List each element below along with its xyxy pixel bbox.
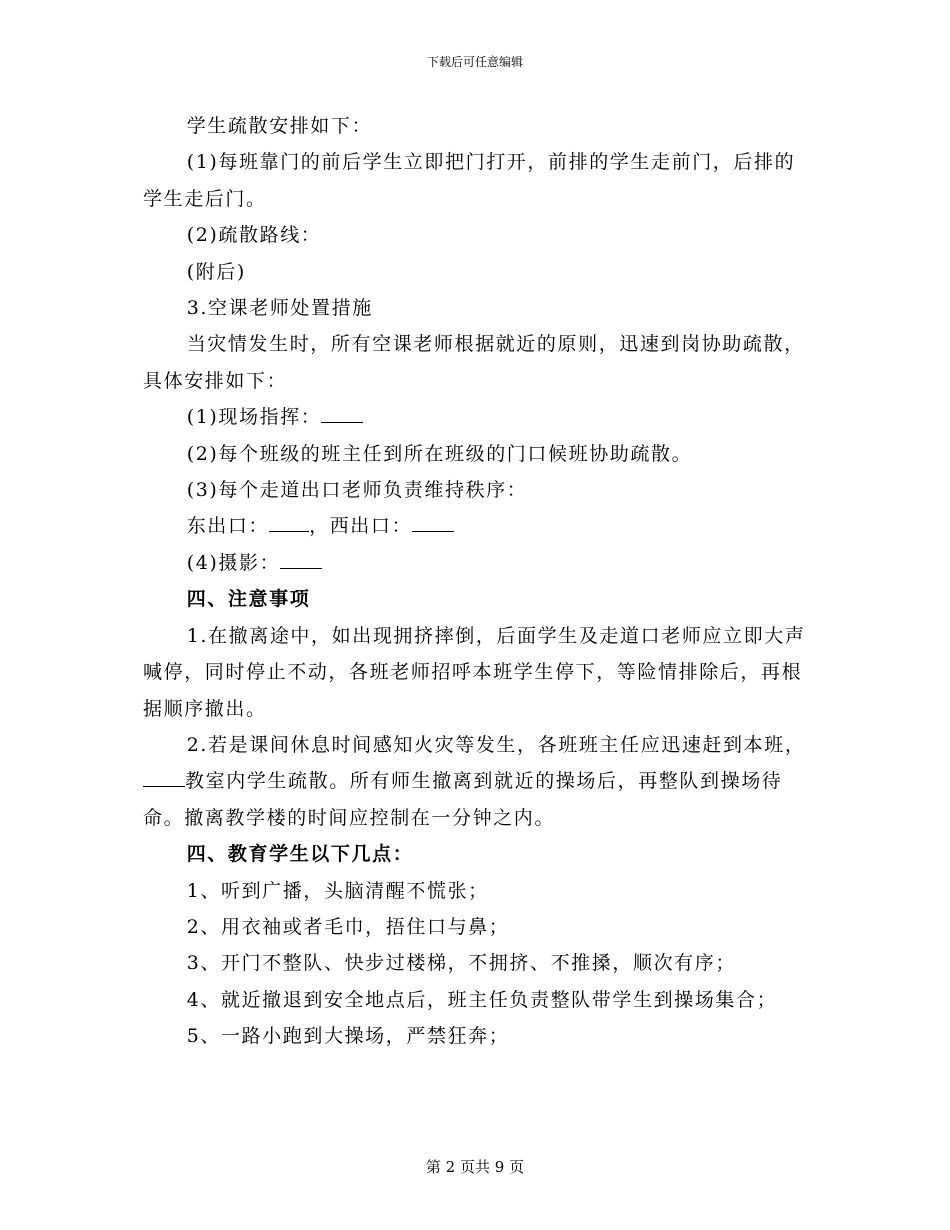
document-body	[143, 108, 807, 1055]
field-commander-label: (1)现场指挥：	[186, 406, 322, 429]
west-exit-label: ，西出口：	[309, 515, 413, 538]
section-heading-precautions: 四、注意事项	[186, 588, 311, 611]
paragraph-door-rule: (1)每班靠门的前后学生立即把门打开，前排的学生走前门，后排的学生走后门。	[143, 151, 796, 210]
precaution-2-part-b: 教室内学生疏散。所有师生撤离到就近的操场后，再整队到操场待命。撤离教学楼的时间应控制在一分钟之内。	[143, 770, 783, 829]
list-item: 1、听到广播，头脑清醒不慌张；	[186, 879, 489, 902]
paragraph-exits	[143, 508, 807, 544]
paragraph-photography	[143, 545, 807, 581]
paragraph-field-commander	[143, 399, 807, 435]
paragraph-class-teacher: (2)每个班级的班主任到所在班级的门口候班协助疏散。	[186, 442, 693, 465]
photography-label: (4)摄影：	[186, 551, 281, 574]
paragraph-free-teacher-measures: 3.空课老师处置措施	[186, 297, 373, 320]
paragraph-precaution-1: 1.在撤离途中，如出现拥挤摔倒，后面学生及走道口老师应立即大声喊停，同时停止不动，各班老师招呼本班学生停下，等险情排除后，再根据顺序撤出。	[143, 624, 806, 720]
paragraph-evacuation-route: (2)疏散路线：	[186, 224, 322, 247]
precaution-2-part-a: 2.若是课间休息时间感知火灾等发生，各班班主任应迅速赶到本班，	[186, 733, 806, 756]
paragraph-free-teacher-principle: 当灾情发生时，所有空课老师根据就近的原则，迅速到岗协助疏散，具体安排如下：	[143, 333, 805, 392]
paragraph-precaution-2	[143, 727, 807, 836]
blank-line	[412, 513, 454, 532]
blank-line	[280, 550, 322, 569]
paragraph-attached: (附后)	[186, 260, 246, 283]
paragraph-exit-teachers: (3)每个走道出口老师负责维持秩序：	[186, 479, 528, 502]
blank-line	[321, 404, 363, 423]
list-item: 2、用衣袖或者毛巾，捂住口与鼻；	[186, 915, 510, 938]
page-footer: 第 2 页共 9 页	[425, 1158, 525, 1176]
blank-line	[143, 768, 185, 787]
page-header: 下载后可任意编辑	[426, 55, 523, 69]
east-exit-label: 东出口：	[186, 515, 270, 538]
blank-line	[269, 513, 309, 532]
list-item: 5、一路小跑到大操场，严禁狂奔；	[186, 1025, 510, 1048]
list-item: 4、就近撤退到安全地点后，班主任负责整队带学生到操场集合；	[186, 988, 778, 1011]
list-item: 3、开门不整队、快步过楼梯，不拥挤、不推搡，顺次有序；	[186, 952, 736, 975]
paragraph-evacuation-arrangement: 学生疏散安排如下：	[186, 115, 373, 137]
section-heading-education: 四、教育学生以下几点：	[186, 843, 414, 866]
